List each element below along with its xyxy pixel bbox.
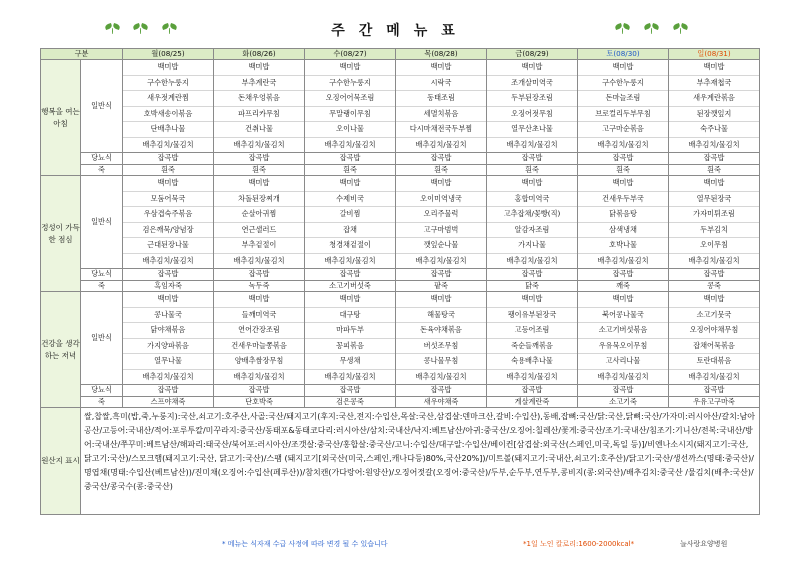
day-header: 수(08/27) (305, 49, 396, 60)
porridge-item: 게살계란죽 (487, 396, 578, 408)
dish-item: 새우계란볶음 (669, 91, 759, 107)
dish-item: 고등어조림 (487, 323, 577, 339)
dish-item: 양배추쌈장무침 (214, 354, 304, 370)
dish-item: 가자미튀조림 (669, 207, 759, 223)
porridge-item: 흰죽 (123, 164, 214, 176)
dish-item: 죽순들깨볶음 (487, 339, 577, 355)
dish-item: 오리주물럭 (396, 207, 486, 223)
porridge-item: 스프야채죽 (123, 396, 214, 408)
day-menu-cell (305, 176, 396, 269)
dish-item: 무생채 (305, 354, 395, 370)
dish-item: 오이미역냉국 (396, 192, 486, 208)
day-header: 월(08/25) (123, 49, 214, 60)
day-menu-cell (669, 60, 760, 153)
porridge-item: 녹두죽 (214, 280, 305, 292)
porridge-item: 흰죽 (396, 164, 487, 176)
dish-item: 해물탕국 (396, 308, 486, 324)
dish-item: 백미밥 (578, 292, 668, 308)
dish-item: 근대된장나물 (123, 238, 213, 254)
diabetic-item: 잡곡밥 (396, 385, 487, 397)
day-menu-cell (305, 60, 396, 153)
dish-item: 세멸치볶음 (396, 107, 486, 123)
day-header: 목(08/28) (396, 49, 487, 60)
menu-change-note: * 메뉴는 식자재 수급 사정에 따라 변경 될 수 있습니다 (222, 540, 388, 548)
dish-item: 배추김치/물김치 (597, 255, 649, 265)
porridge-item: 콩죽 (669, 280, 760, 292)
day-menu-cell (214, 176, 305, 269)
dish-item: 배추김치/물김치 (597, 371, 649, 381)
meal-row-porridge (41, 396, 760, 408)
porridge-item: 흰죽 (305, 164, 396, 176)
dish-item: 연근샐러드 (214, 223, 304, 239)
dish-item: 시락국 (396, 76, 486, 92)
dish-item: 알감자조림 (487, 223, 577, 239)
day-menu-cell (214, 292, 305, 385)
diabetic-item: 잡곡밥 (669, 385, 760, 397)
dish-item: 배추김치/물김치 (688, 371, 740, 381)
dish-item: 백미밥 (123, 292, 213, 308)
dish-item: 백미밥 (578, 176, 668, 192)
row-label-regular: 일반식 (81, 176, 123, 269)
dish-item: 건새우마늘쫑볶음 (214, 339, 304, 355)
porridge-item: 흰죽 (578, 164, 669, 176)
dish-item: 수제비국 (305, 192, 395, 208)
dish-item: 열무산초나물 (487, 122, 577, 138)
diabetic-item: 잡곡밥 (669, 153, 760, 165)
origin-row (41, 408, 760, 515)
dish-item: 소고기버섯볶음 (578, 323, 668, 339)
porridge-item: 닭죽 (487, 280, 578, 292)
hospital-name: 늘사랑요양병원 (680, 540, 728, 548)
dish-item: 닭야채볶음 (123, 323, 213, 339)
row-label-porridge: 죽 (81, 164, 123, 176)
dish-item: 홍합미역국 (487, 192, 577, 208)
day-menu-cell (669, 176, 760, 269)
diabetic-item: 잡곡밥 (305, 385, 396, 397)
dish-item: 열무된장국 (669, 192, 759, 208)
diabetic-item: 잡곡밥 (578, 153, 669, 165)
porridge-item: 깨죽 (578, 280, 669, 292)
day-menu-cell (578, 60, 669, 153)
dish-item: 고사리나물 (578, 354, 668, 370)
dish-item: 백미밥 (487, 176, 577, 192)
dish-item: 토란대볶음 (669, 354, 759, 370)
row-label-diabetic: 당뇨식 (81, 153, 123, 165)
porridge-item: 흑임자죽 (123, 280, 214, 292)
dish-item: 순살아귀찜 (214, 207, 304, 223)
dish-item: 백미밥 (214, 60, 304, 76)
dish-item: 우유묵오이무침 (578, 339, 668, 355)
dish-item: 백미밥 (669, 292, 759, 308)
dish-item: 고구마순볶음 (578, 122, 668, 138)
row-label-porridge: 죽 (81, 280, 123, 292)
dish-item: 배추김치/물김치 (415, 371, 467, 381)
dish-item: 오징어어묵조림 (305, 91, 395, 107)
dish-item: 백미밥 (214, 176, 304, 192)
dish-item: 차돌된장찌개 (214, 192, 304, 208)
dish-item: 부추재첩국 (669, 76, 759, 92)
dish-item: 백미밥 (123, 60, 213, 76)
diabetic-item: 잡곡밥 (396, 153, 487, 165)
meal-row-regular (41, 176, 760, 269)
row-label-porridge: 죽 (81, 396, 123, 408)
dish-item: 백미밥 (305, 60, 395, 76)
meal-row-regular (41, 292, 760, 385)
dish-item: 배추김치/물김치 (324, 255, 376, 265)
dish-item: 소고기뭇국 (669, 308, 759, 324)
dish-item: 숙용배추나물 (487, 354, 577, 370)
dish-item: 팽이유부된장국 (487, 308, 577, 324)
calorie-note: *1일 노인 칼로리:1600-2000kcal* (523, 540, 635, 548)
dish-item: 오징어야채무침 (669, 323, 759, 339)
porridge-item: 새우야채죽 (396, 396, 487, 408)
meal-section-label: 행복을 여는 아침 (41, 60, 81, 176)
dish-item: 동태조림 (396, 91, 486, 107)
dish-item: 백미밥 (487, 292, 577, 308)
row-label-regular: 일반식 (81, 292, 123, 385)
dish-item: 브로컬리두부무침 (578, 107, 668, 123)
day-menu-cell (123, 60, 214, 153)
dish-item: 숙주나물 (669, 122, 759, 138)
meal-section-label: 정성이 가득한 점심 (41, 176, 81, 292)
day-menu-cell (396, 60, 487, 153)
dish-item: 배추김치/물김치 (324, 139, 376, 149)
dish-item: 구수한누룽지 (305, 76, 395, 92)
dish-item: 두부된장조림 (487, 91, 577, 107)
dish-item: 콩나물국 (123, 308, 213, 324)
sprout-icon (162, 22, 178, 34)
meal-row-porridge (41, 280, 760, 292)
meal-row-regular (41, 60, 760, 153)
dish-item: 배추김치/물김치 (142, 139, 194, 149)
diabetic-item: 잡곡밥 (487, 385, 578, 397)
diabetic-item: 잡곡밥 (214, 385, 305, 397)
dish-item: 배추김치/물김치 (506, 139, 558, 149)
dish-item: 백미밥 (578, 60, 668, 76)
day-menu-cell (396, 176, 487, 269)
day-menu-cell (305, 292, 396, 385)
dish-item: 돈마늘조림 (578, 91, 668, 107)
dish-item: 배추김치/물김치 (233, 255, 285, 265)
sprout-icon (133, 22, 149, 34)
day-menu-cell (669, 292, 760, 385)
meal-row-diabetic (41, 153, 760, 165)
day-menu-cell (578, 292, 669, 385)
dish-item: 부추겉절이 (214, 238, 304, 254)
dish-item: 백미밥 (669, 60, 759, 76)
day-header: 화(08/26) (214, 49, 305, 60)
dish-item: 오이나물 (305, 122, 395, 138)
dish-item: 깻잎순나물 (396, 238, 486, 254)
dish-item: 배추김치/물김치 (233, 139, 285, 149)
dish-item: 배추김치/물김치 (324, 371, 376, 381)
dish-item: 잡채 (305, 223, 395, 239)
dish-item: 검은깨묵/양념장 (123, 223, 213, 239)
dish-item: 건취나물 (214, 122, 304, 138)
dish-item: 꽁피볶음 (305, 339, 395, 355)
dish-item: 배추김치/물김치 (142, 255, 194, 265)
dish-item: 백미밥 (669, 176, 759, 192)
dish-item: 연어간장조림 (214, 323, 304, 339)
dish-item: 대구탕 (305, 308, 395, 324)
title: 주간메뉴표 (331, 23, 469, 39)
diabetic-item: 잡곡밥 (123, 269, 214, 281)
dish-item: 두부김치 (669, 223, 759, 239)
dish-item: 고추잡채/꽃빵(직) (487, 207, 577, 223)
dish-item: 열무나물 (123, 354, 213, 370)
sprout-icon (105, 22, 121, 34)
dish-item: 우삼겹숙주볶음 (123, 207, 213, 223)
dish-item: 배추김치/물김치 (688, 139, 740, 149)
dish-item: 백미밥 (305, 176, 395, 192)
dish-item: 백미밥 (487, 60, 577, 76)
dish-item: 배추김치/물김치 (415, 255, 467, 265)
dish-item: 구수한누룽지 (123, 76, 213, 92)
day-header-sunday: 일(08/31) (669, 49, 760, 60)
porridge-item: 소고기버섯죽 (305, 280, 396, 292)
dish-item: 백미밥 (396, 292, 486, 308)
diabetic-item: 잡곡밥 (487, 153, 578, 165)
dish-item: 호박새송이볶음 (123, 107, 213, 123)
dish-item: 부추계란국 (214, 76, 304, 92)
diabetic-item: 잡곡밥 (123, 153, 214, 165)
dish-item: 된장깻잎지 (669, 107, 759, 123)
day-menu-cell (487, 60, 578, 153)
diabetic-item: 잡곡밥 (578, 385, 669, 397)
dish-item: 파프리카무침 (214, 107, 304, 123)
dish-item: 배추김치/물김치 (688, 255, 740, 265)
dish-item: 백미밥 (123, 176, 213, 192)
dish-item: 들깨미역국 (214, 308, 304, 324)
diabetic-item: 잡곡밥 (305, 153, 396, 165)
dish-item: 조개살미역국 (487, 76, 577, 92)
origin-text: 쌀,찹쌀,흑미(밥,죽,누룽지):국산,쇠고기:호주산,사골:국산/돼지고기(후지:국산,전지:수입산,목살:국산,삼겹살:덴마크산,갈비:수입산),동배,잡뼈:국산/닭:국산,닭뼈:국산/가자미:러시아산/갈치:남아공산/고등어:국내산/적어:포루투칼/미꾸라지:중국산/동태포&동태코다리:러시아산/삼치:국내산/낙지:베트남산/아귀:중국산/오징어:칠레산/꽃게:중국산/조기:국내산/침조기:기니산/전복:국내산/방어:국내산/쭈꾸미:베트남산/해파리:태국산/북어포:러시아산/조갯살:중국산/홍합살:중국산/고니:수입산/대구알:수입산/베이컨[삼겹살:외국산(스페인,미국,독일 등)]/비엔나소시지(돼지고기:국산, 닭고기:국산)/스모크햄(돼지고기:국산, 닭고기:국산)/스팸 (돼지고기[외국산(미국,스페인,캐나다등)80%,국산20%])/미트볼(돼지고기:국내산,쇠고기:호주산)/닭고기:국산/생선까스(명태:중국산)/명엽채(명태:수입산(베트남산))/진미채(오징어:수입산(페루산))/참치캔(가다랑어:원양산)/오징어젓갈(오징어:중국산)/두부,순두부,연두부,콩비지(콩:외국산)/배추김치:중국산 /물김치(배추:국산)/중국산/콩국수(콩:중국산) (81, 408, 760, 515)
dish-item: 배추김치/물김치 (142, 371, 194, 381)
dish-item: 청경채겉절이 (305, 238, 395, 254)
diabetic-item: 잡곡밥 (305, 269, 396, 281)
meal-row-diabetic (41, 385, 760, 397)
diabetic-item: 잡곡밥 (396, 269, 487, 281)
porridge-item: 팥죽 (396, 280, 487, 292)
dish-item: 가지나물 (487, 238, 577, 254)
dish-item: 닭볶음탕 (578, 207, 668, 223)
row-label-regular: 일반식 (81, 60, 123, 153)
diabetic-item: 잡곡밥 (487, 269, 578, 281)
porridge-item: 흰죽 (669, 164, 760, 176)
dish-item: 북어콩나물국 (578, 308, 668, 324)
dish-item: 건새우두부국 (578, 192, 668, 208)
diabetic-item: 잡곡밥 (669, 269, 760, 281)
diabetic-item: 잡곡밥 (214, 269, 305, 281)
dish-item: 마파두부 (305, 323, 395, 339)
porridge-item: 우유고구마죽 (669, 396, 760, 408)
day-menu-cell (123, 292, 214, 385)
dish-item: 단배추나물 (123, 122, 213, 138)
dish-item: 돈채우엉볶음 (214, 91, 304, 107)
meal-row-porridge (41, 164, 760, 176)
header-row (41, 49, 760, 60)
dish-item: 새우젓계란찜 (123, 91, 213, 107)
dish-item: 무말랭이무침 (305, 107, 395, 123)
dish-item: 콩나물무침 (396, 354, 486, 370)
dish-item: 배추김치/물김치 (597, 139, 649, 149)
porridge-item: 흰죽 (487, 164, 578, 176)
dish-item: 구수한누룽지 (578, 76, 668, 92)
dish-item: 갈비찜 (305, 207, 395, 223)
sprout-icon (644, 22, 660, 34)
day-menu-cell (123, 176, 214, 269)
dish-item: 돈육야채볶음 (396, 323, 486, 339)
dish-item: 배추김치/물김치 (233, 371, 285, 381)
dish-item: 오이무침 (669, 238, 759, 254)
day-menu-cell (487, 292, 578, 385)
dish-item: 백미밥 (396, 176, 486, 192)
dish-item: 백미밥 (396, 60, 486, 76)
diabetic-item: 잡곡밥 (123, 385, 214, 397)
day-header-saturday: 토(08/30) (578, 49, 669, 60)
row-label-diabetic: 당뇨식 (81, 385, 123, 397)
porridge-item: 검은콩죽 (305, 396, 396, 408)
porridge-item: 소고기죽 (578, 396, 669, 408)
dish-item: 모둠어묵국 (123, 192, 213, 208)
sprout-icon (673, 22, 689, 34)
porridge-item: 흰죽 (214, 164, 305, 176)
dish-item: 삼색냉채 (578, 223, 668, 239)
day-menu-cell (214, 60, 305, 153)
diabetic-item: 잡곡밥 (214, 153, 305, 165)
dish-item: 가지양파볶음 (123, 339, 213, 355)
dish-item: 백미밥 (305, 292, 395, 308)
row-label-diabetic: 당뇨식 (81, 269, 123, 281)
origin-label: 원산지 표시 (41, 408, 81, 515)
dish-item: 배추김치/물김치 (506, 255, 558, 265)
day-menu-cell (396, 292, 487, 385)
meal-section-label: 건강을 생각하는 저녁 (41, 292, 81, 408)
day-header: 금(08/29) (487, 49, 578, 60)
dish-item: 배추김치/물김치 (415, 139, 467, 149)
dish-item: 백미밥 (214, 292, 304, 308)
dish-item: 배추김치/물김치 (506, 371, 558, 381)
dish-item: 호박나물 (578, 238, 668, 254)
dish-item: 다시마채전국두부찜 (396, 122, 486, 138)
dish-item: 고구마범벅 (396, 223, 486, 239)
dish-item: 버섯조무침 (396, 339, 486, 355)
header-label: 구분 (41, 49, 123, 60)
weekly-menu-table (40, 48, 760, 515)
day-menu-cell (578, 176, 669, 269)
porridge-item: 단호박죽 (214, 396, 305, 408)
diabetic-item: 잡곡밥 (578, 269, 669, 281)
day-menu-cell (487, 176, 578, 269)
sprout-icon (615, 22, 631, 34)
meal-row-diabetic (41, 269, 760, 281)
dish-item: 오징어젓무침 (487, 107, 577, 123)
dish-item: 잡채어묵볶음 (669, 339, 759, 355)
